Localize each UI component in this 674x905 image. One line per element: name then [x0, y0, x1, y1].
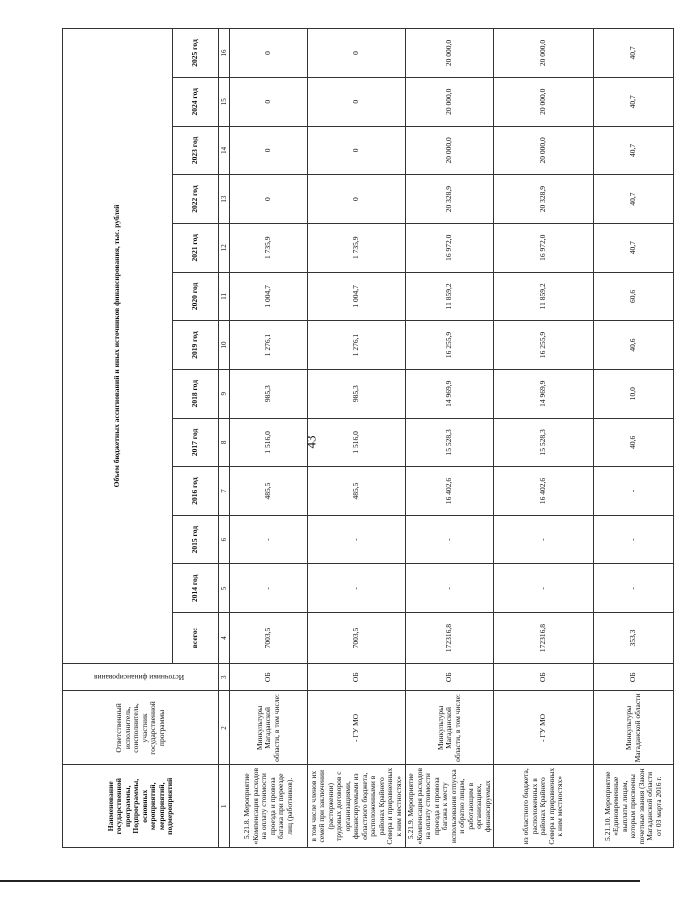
header-year: 2025 год: [173, 29, 219, 78]
row-total: 172316,8: [494, 613, 594, 664]
row-name: в том числе членов их семей при заключении (расторжении) трудовых договоров с организациями, финансируемыми из областного бюджета, расположенными в районах Крайнего Севера и приравненных к ним местностях»: [308, 765, 406, 848]
row-value: 20 000,0: [406, 29, 494, 78]
row-value: 16 255,9: [406, 321, 494, 370]
row-total: 7003,5: [230, 613, 308, 664]
page-number: 43: [303, 435, 319, 449]
column-number: 8: [219, 418, 230, 467]
column-number: 11: [219, 272, 230, 321]
table-row: [406, 29, 494, 848]
funding-table-container: [62, 28, 663, 848]
column-number: 5: [219, 564, 230, 613]
table-row: [494, 29, 594, 848]
row-source: ОБ: [230, 663, 308, 691]
row-value: 16 972,0: [406, 223, 494, 272]
row-value: 0: [308, 175, 406, 224]
column-number: 16: [219, 29, 230, 78]
row-total: 172316,8: [406, 613, 494, 664]
header-year: 2021 год: [173, 223, 219, 272]
header-total: всего:: [173, 613, 219, 664]
row-value: 485,5: [308, 467, 406, 516]
column-number: 3: [219, 663, 230, 691]
row-source: ОБ: [494, 663, 594, 691]
row-responsible: Минкультуры Магаданской области: [594, 691, 674, 765]
row-value: 1 516,0: [308, 418, 406, 467]
header-year: 2020 год: [173, 272, 219, 321]
bottom-rule: [0, 880, 640, 882]
row-value: -: [230, 564, 308, 613]
row-value: 16 972,0: [494, 223, 594, 272]
row-value: 20 000,0: [494, 77, 594, 126]
row-source: ОБ: [406, 663, 494, 691]
row-responsible: - ГУ МО: [494, 691, 594, 765]
row-value: -: [406, 564, 494, 613]
row-responsible: Минкультуры Магаданской области, в том числе:: [406, 691, 494, 765]
row-value: 0: [308, 77, 406, 126]
row-value: 40,7: [594, 29, 674, 78]
column-number: 13: [219, 175, 230, 224]
row-value: 14 969,9: [494, 369, 594, 418]
header-name: Наименование государственной программы, Подпрограммы, основных мероприятий, мероприятий, подмероприятий: [63, 765, 219, 848]
row-value: 1 735,9: [308, 223, 406, 272]
column-number: 6: [219, 515, 230, 564]
row-value: -: [594, 467, 674, 516]
header-source-text: Источники финансирования: [94, 673, 185, 683]
row-value: 15 528,3: [406, 418, 494, 467]
row-value: 60,6: [594, 272, 674, 321]
row-value: 20 328,9: [494, 175, 594, 224]
row-value: 0: [308, 29, 406, 78]
row-value: 0: [308, 126, 406, 175]
row-name: 5.21.10. Мероприятие «Единовременные выплаты лицам, которым присвоены почетные звания (Закон Магаданской области от 03 марта 2016 г.: [594, 765, 674, 848]
row-value: 0: [230, 29, 308, 78]
row-value: 20 000,0: [494, 126, 594, 175]
header-source: [63, 663, 219, 691]
column-number: 14: [219, 126, 230, 175]
row-value: -: [230, 515, 308, 564]
row-value: 40,7: [594, 126, 674, 175]
row-value: 1 004,7: [308, 272, 406, 321]
row-value: 0: [230, 77, 308, 126]
column-number: 15: [219, 77, 230, 126]
column-number: 10: [219, 321, 230, 370]
column-number-row: [219, 29, 230, 848]
row-name: из областного бюджета, расположенных в районах Крайнего Севера и приравненных к ним местностях»: [494, 765, 594, 848]
row-value: -: [308, 515, 406, 564]
row-value: 40,7: [594, 223, 674, 272]
row-value: 16 402,6: [406, 467, 494, 516]
row-responsible: Минкультуры Магаданской области, в том числе:: [230, 691, 308, 765]
table-row: [594, 29, 674, 848]
row-value: 1 276,1: [230, 321, 308, 370]
row-value: 40,7: [594, 77, 674, 126]
row-value: 20 000,0: [494, 29, 594, 78]
row-value: 0: [230, 175, 308, 224]
row-value: 11 859,2: [406, 272, 494, 321]
header-year: 2023 год: [173, 126, 219, 175]
header-year: 2016 год: [173, 467, 219, 516]
column-number: 4: [219, 613, 230, 664]
header-year: 2022 год: [173, 175, 219, 224]
column-number: 7: [219, 467, 230, 516]
row-value: 20 328,9: [406, 175, 494, 224]
row-value: 15 528,3: [494, 418, 594, 467]
row-total: 7003,5: [308, 613, 406, 664]
row-name: 5.21.9. Мероприятие «Компенсация расходов на оплату стоимости проезда и провоза багажа к месту использования отпуска и обратно лицам, работающим в организациях, финансируемых: [406, 765, 494, 848]
row-value: 985,3: [230, 369, 308, 418]
row-value: -: [406, 515, 494, 564]
row-value: -: [494, 515, 594, 564]
header-year: 2015 год: [173, 515, 219, 564]
row-value: 20 000,0: [406, 126, 494, 175]
row-source: ОБ: [594, 663, 674, 691]
row-value: 985,3: [308, 369, 406, 418]
table-row: [308, 29, 406, 848]
header-year: 2018 год: [173, 369, 219, 418]
header-year: 2024 год: [173, 77, 219, 126]
row-value: -: [308, 564, 406, 613]
row-value: 14 969,9: [406, 369, 494, 418]
row-value: 10,0: [594, 369, 674, 418]
header-responsible: Ответственный исполнитель, соисполнитель, участник государственной программы: [63, 691, 219, 765]
row-value: 40,6: [594, 321, 674, 370]
row-value: 16 402,6: [494, 467, 594, 516]
row-value: 485,5: [230, 467, 308, 516]
row-total: 353,3: [594, 613, 674, 664]
row-value: 20 000,0: [406, 77, 494, 126]
header-year: 2019 год: [173, 321, 219, 370]
column-number: 12: [219, 223, 230, 272]
row-source: ОБ: [308, 663, 406, 691]
row-value: 1 276,1: [308, 321, 406, 370]
row-value: 1 004,7: [230, 272, 308, 321]
header-funding: Объем бюджетных ассигнований и иных источников финансирования, тыс. рублей: [63, 29, 173, 664]
row-value: 40,6: [594, 418, 674, 467]
row-value: -: [594, 564, 674, 613]
row-name: 5.21.8. Мероприятие «Компенсация расходов на оплату стоимости проезда и провоза багажа при переезде лиц (работников).: [230, 765, 308, 848]
funding-table: [62, 28, 674, 848]
header-year: 2014 год: [173, 564, 219, 613]
row-value: 40,7: [594, 175, 674, 224]
column-number: 2: [219, 691, 230, 765]
column-number: 9: [219, 369, 230, 418]
header-year: 2017 год: [173, 418, 219, 467]
row-value: 0: [230, 126, 308, 175]
row-value: 1 735,9: [230, 223, 308, 272]
row-responsible: - ГУ МО: [308, 691, 406, 765]
row-value: -: [494, 564, 594, 613]
row-value: -: [594, 515, 674, 564]
row-value: 11 859,2: [494, 272, 594, 321]
table-row: [230, 29, 308, 848]
row-value: 16 255,9: [494, 321, 594, 370]
column-number: 1: [219, 765, 230, 848]
row-value: 1 516,0: [230, 418, 308, 467]
